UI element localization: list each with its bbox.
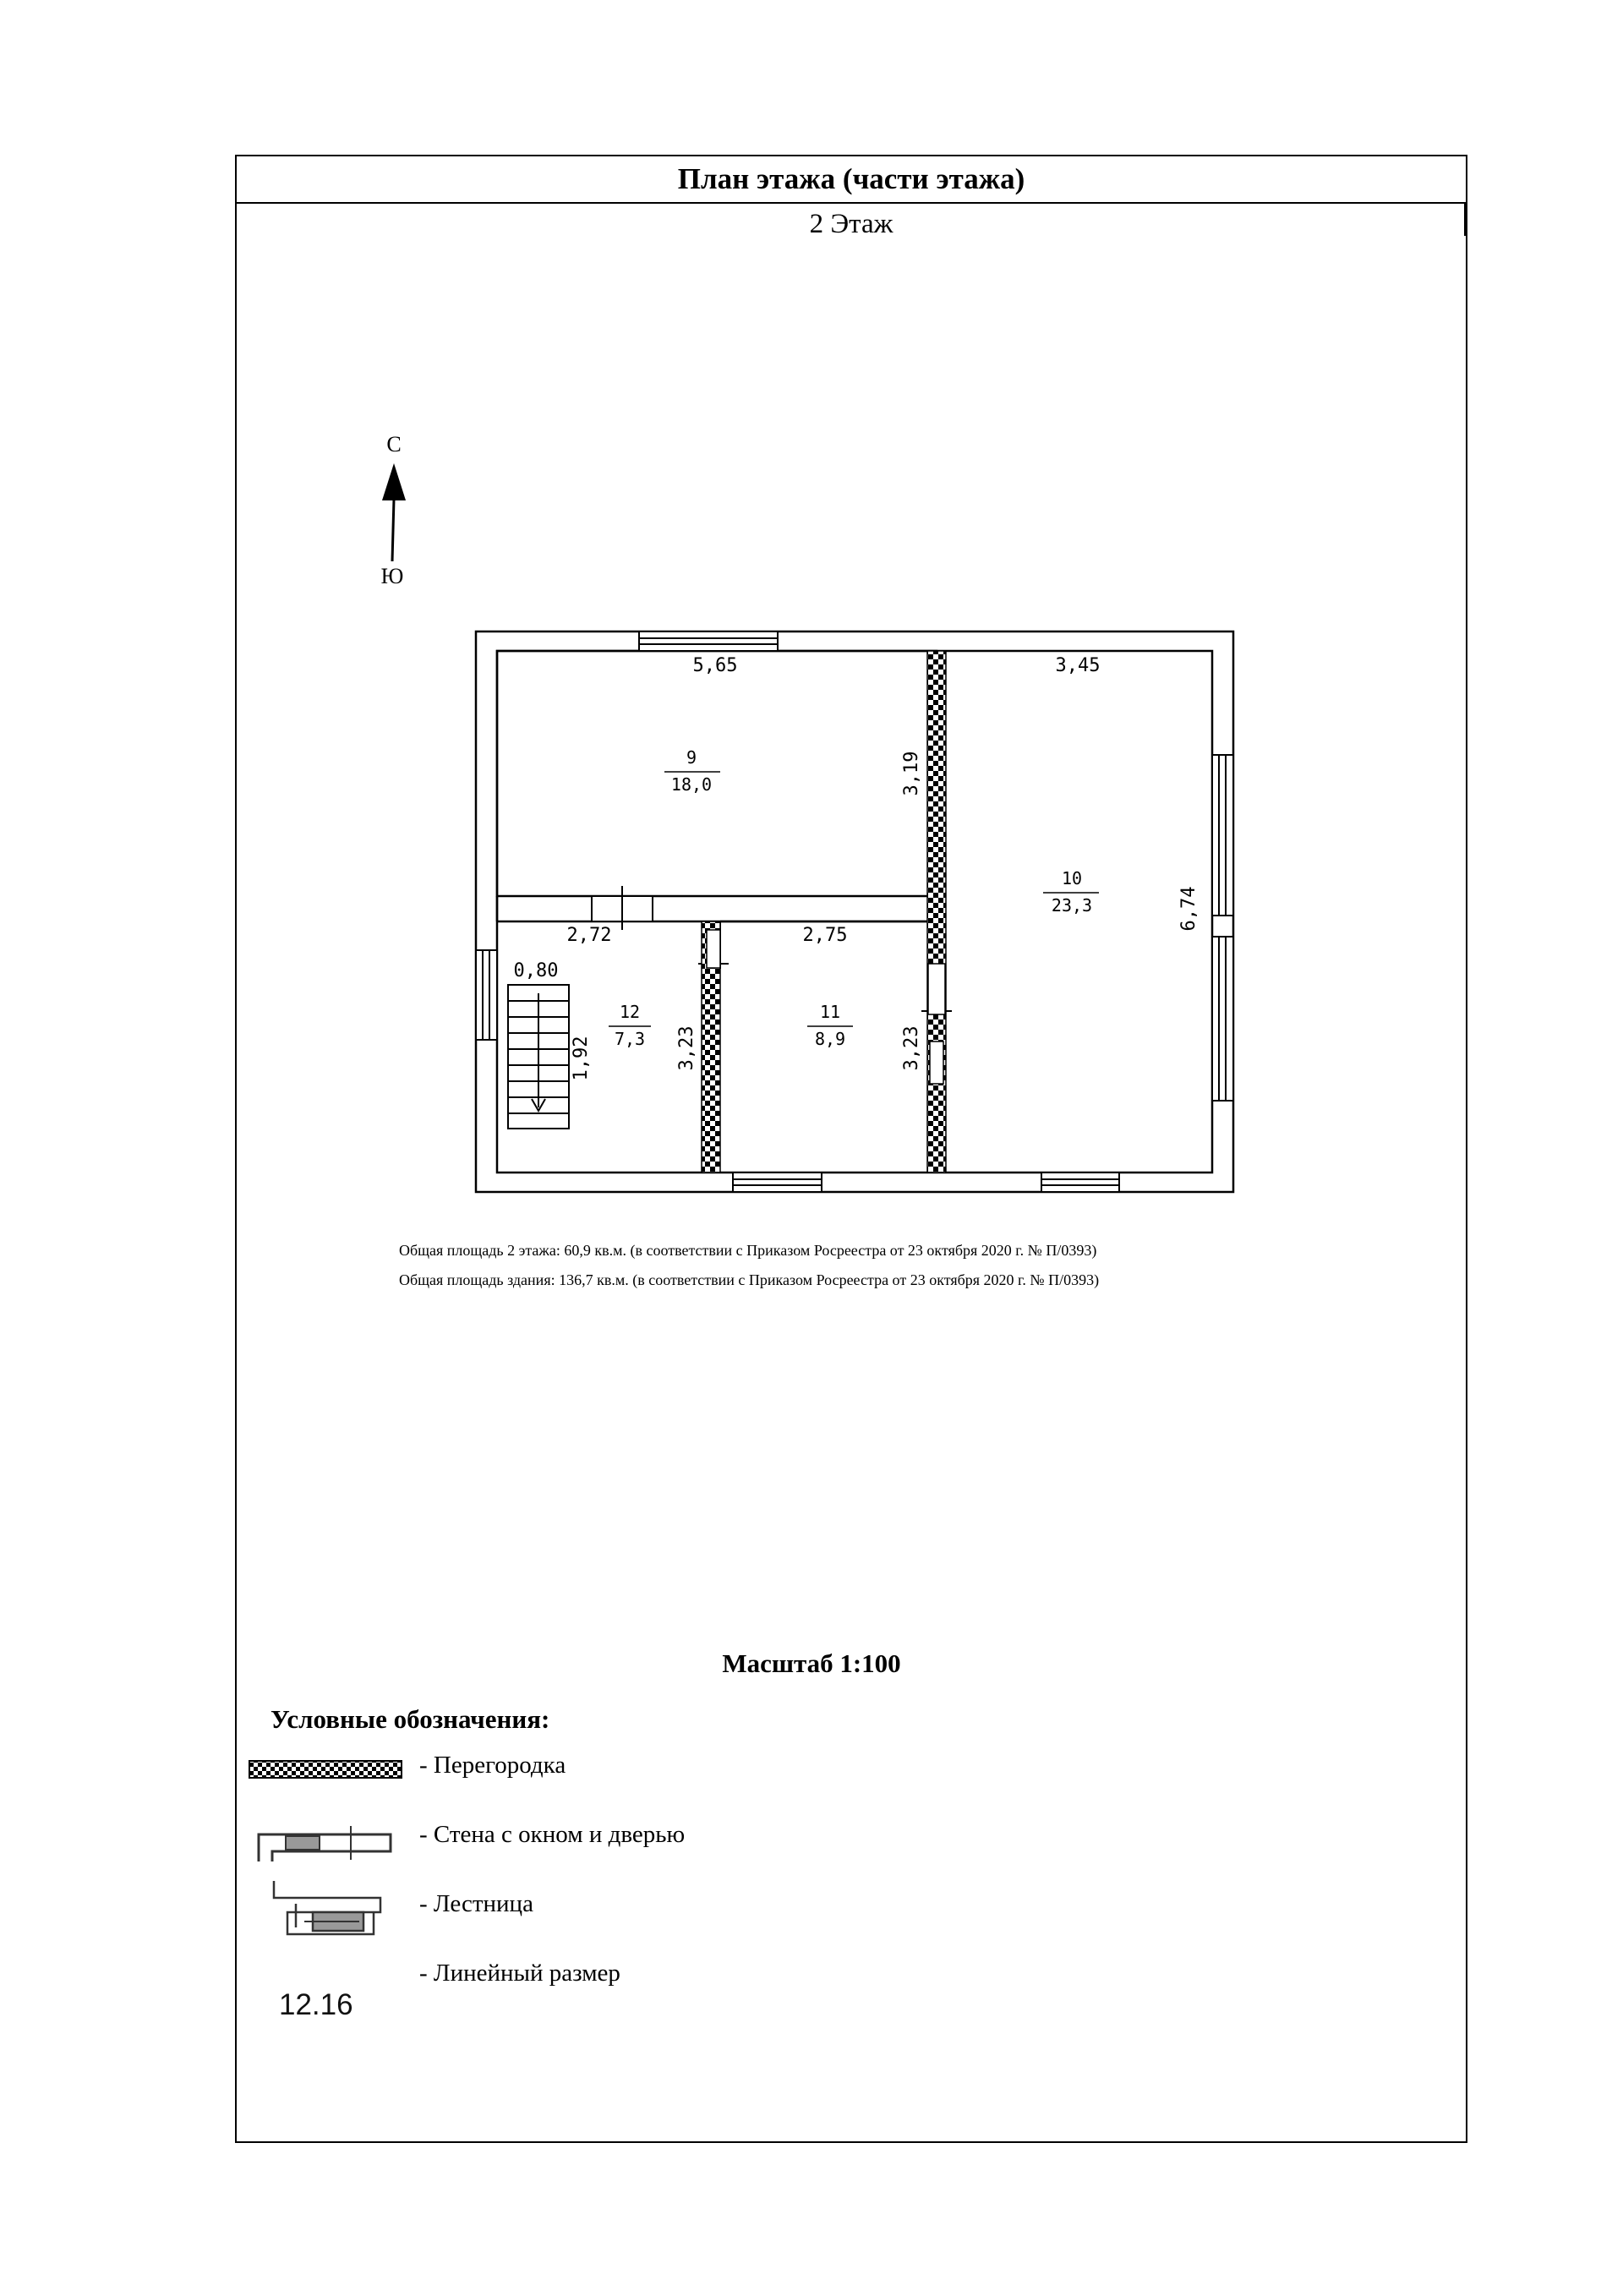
north-arrow-icon	[382, 463, 406, 500]
legend-staircase-symbol	[274, 1881, 380, 1934]
dim-room-12-width: 2,72	[566, 925, 612, 946]
windows	[476, 631, 1233, 1192]
dim-stair-width: 0,80	[513, 960, 559, 981]
outer-wall-outer-edge	[476, 631, 1233, 1192]
legend-wall-symbol	[259, 1826, 391, 1861]
room-12-area: 7,3	[614, 1029, 646, 1049]
room-9-number: 9	[686, 747, 697, 768]
partitions	[702, 651, 946, 1173]
compass-north-label: С	[386, 432, 402, 456]
dim-room-10-depth: 6,74	[1178, 886, 1199, 932]
room-11-number: 11	[819, 1002, 841, 1022]
legend-item-partition: - Перегородка	[419, 1752, 566, 1779]
legend-item-staircase: - Лестница	[419, 1890, 533, 1917]
plan-title: План этажа (части этажа)	[237, 156, 1466, 204]
dim-room-12-depth: 3,23	[676, 1025, 697, 1071]
window-right-lower	[1212, 937, 1233, 1101]
legend-dimension-sample: 12.16	[279, 1988, 353, 2021]
building-outline	[476, 631, 1233, 1192]
doors	[592, 886, 952, 1084]
legend-item-wall: - Стена с окном и дверью	[419, 1821, 686, 1848]
dim-room-9-width: 5,65	[692, 655, 738, 676]
scale-label: Масштаб 1:100	[722, 1648, 901, 1678]
room-9-outline	[497, 651, 937, 896]
room-10-area: 23,3	[1051, 895, 1093, 916]
dimension-labels	[514, 655, 1199, 1080]
dim-stair-length: 1,92	[571, 1036, 592, 1081]
room-11-area: 8,9	[814, 1029, 846, 1049]
legend-partition-symbol	[249, 1761, 402, 1778]
dim-room-11-depth: 3,23	[901, 1025, 922, 1071]
compass-shaft	[392, 499, 394, 561]
legend-item-dimension: - Линейный размер	[419, 1960, 620, 1987]
staircase	[508, 985, 569, 1129]
partition-vertical-main	[927, 651, 946, 1173]
legend-symbols	[249, 1761, 402, 1934]
room-labels	[609, 747, 1099, 1049]
compass-south-label: Ю	[380, 564, 404, 588]
room-12-number: 12	[619, 1002, 641, 1022]
room-10-number: 10	[1061, 868, 1083, 888]
dim-room-10-width: 3,45	[1055, 655, 1101, 676]
window-right-upper	[1212, 755, 1233, 916]
window-left	[476, 950, 497, 1040]
window-bottom-right	[1041, 1173, 1119, 1192]
floor-label: 2 Этаж	[809, 209, 893, 239]
floor-area-note: Общая площадь 2 этажа: 60,9 кв.м. (в соответствии с Приказом Росреестра от 23 октября 2020 г. № П/0393)	[399, 1242, 1097, 1259]
building-area-note: Общая площадь здания: 136,7 кв.м. (в соответствии с Приказом Росреестра от 23 октября 2020 г. № П/0393)	[399, 1271, 1100, 1288]
window-bottom-left	[733, 1173, 822, 1192]
room-9-area: 18,0	[670, 774, 713, 795]
dim-room-9-depth: 3,19	[901, 751, 922, 796]
legend-title: Условные обозначения:	[270, 1704, 550, 1734]
window-top	[639, 631, 778, 651]
dim-room-11-width: 2,75	[802, 925, 848, 946]
compass	[381, 432, 406, 588]
